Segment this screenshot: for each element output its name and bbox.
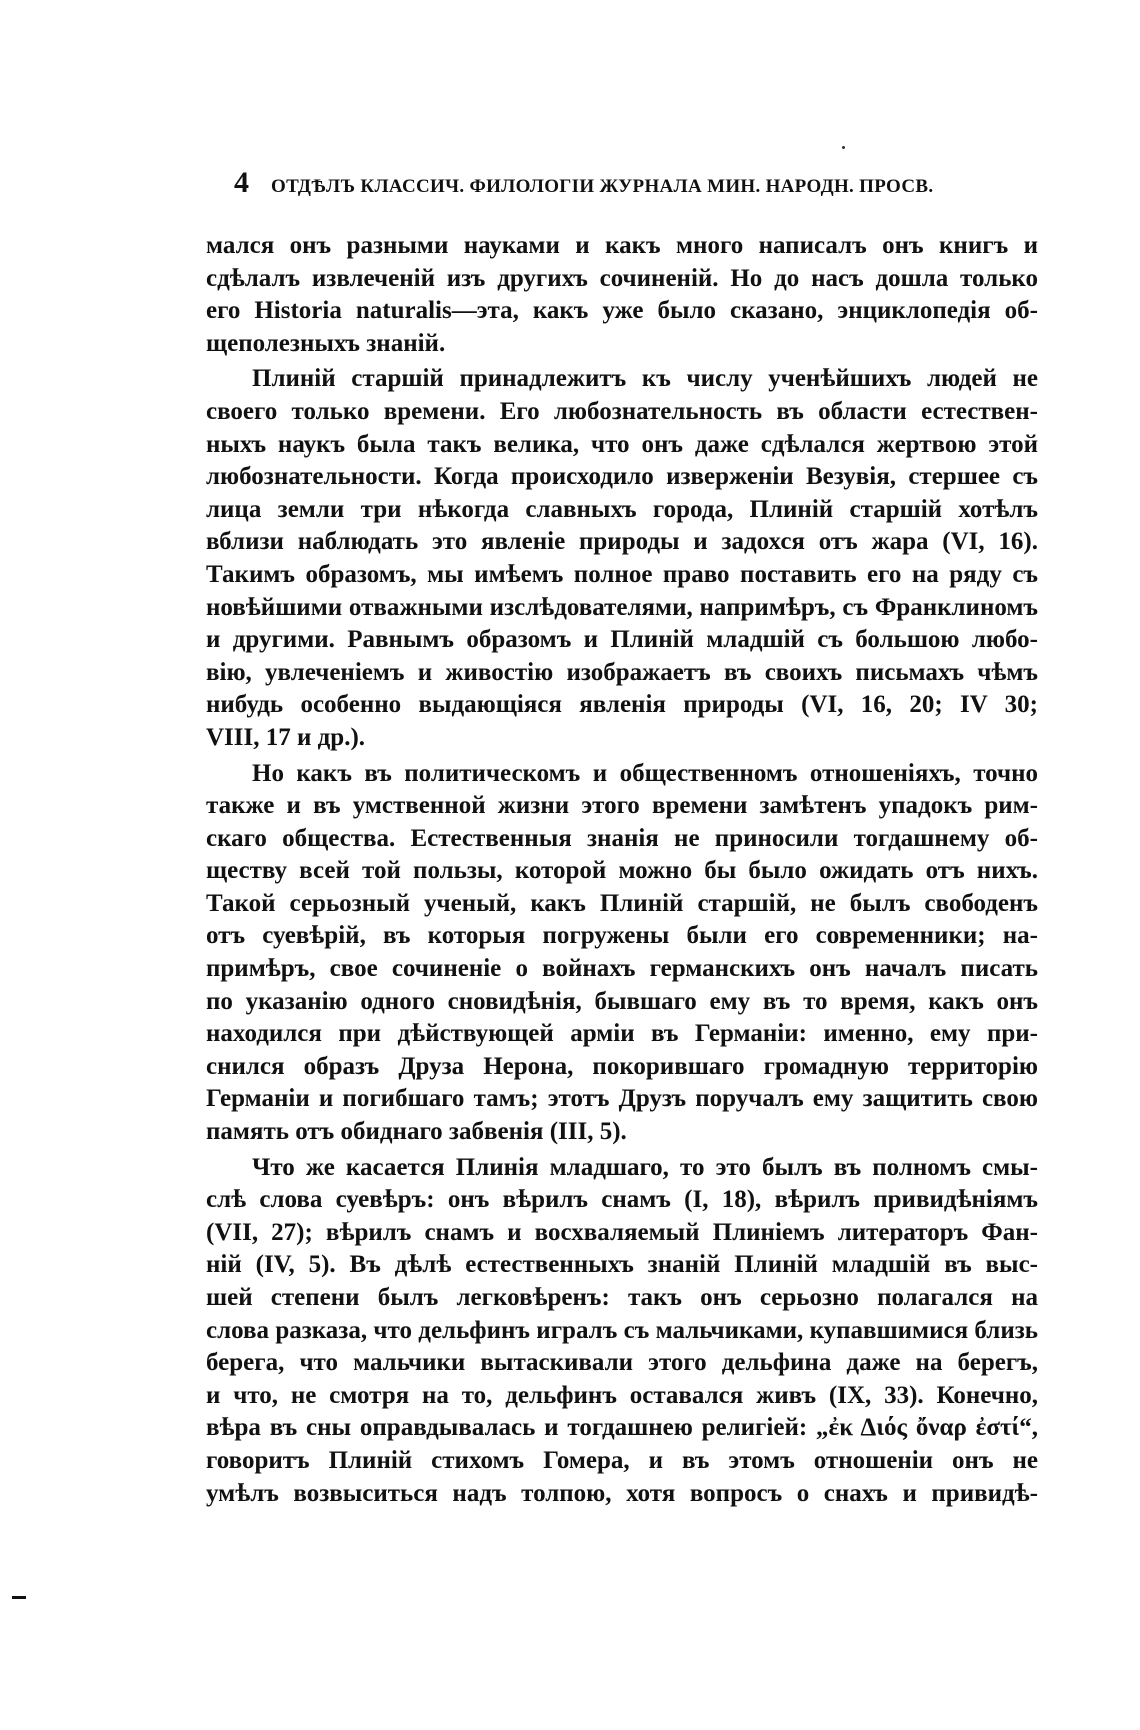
running-head: ОТДѢЛЪ КЛАССИЧ. ФИЛОЛОГІИ ЖУРНАЛА МИН. НАРОДН. ПРОСВ. [271, 176, 934, 197]
text-line: новѣйшими отважными изслѣдователями, напримѣръ, съ Франклиномъ [206, 593, 1038, 621]
text-line: вію, увлеченіемъ и живостію изображаетъ въ своихъ письмахъ чѣмъ [206, 658, 1038, 686]
page-number: 4 [234, 166, 249, 199]
text-line: Такой серьозный ученый, какъ Плиній старшій, не былъ свободенъ [206, 889, 1038, 917]
text-line: Такимъ образомъ, мы имѣемъ полное право поставить его на ряду съ [206, 560, 1038, 588]
text-line: шей степени былъ легковѣренъ: такъ онъ серьозно полагался на [206, 1284, 1038, 1311]
paragraph [206, 230, 1038, 360]
text-line: своего только времени. Его любознательность въ области естествен- [206, 397, 1038, 425]
text-line: мался онъ разными науками и какъ много написалъ онъ книгъ и [206, 232, 1038, 259]
text-line: снился образъ Друза Нерона, покорившаго громадную территорію [206, 1052, 1038, 1080]
paragraph [206, 1152, 1038, 1511]
text-line: (VII, 27); вѣрилъ снамъ и восхваляемый Плиніемъ литераторъ Фан- [206, 1218, 1038, 1246]
text-line: любознательности. Когда происходило изверженіи Везувія, стершее съ [206, 463, 1038, 491]
text-line: отъ суевѣрій, въ которыя погружены были его современники; на- [206, 922, 1038, 950]
text-line: Германіи и погибшаго тамъ; этотъ Друзъ поручалъ ему защитить свою [206, 1085, 1038, 1113]
text-line: Но какъ въ политическомъ и общественномъ отношеніяхъ, точно [252, 759, 1038, 787]
text-line: VIII, 17 и др.). [206, 723, 366, 751]
text-line: и что, не смотря на то, дельфинъ оставался живъ (IX, 33). Конечно, [206, 1381, 1038, 1409]
text-line: сдѣлалъ извлеченій изъ другихъ сочиненій. Но до насъ дошла только [206, 264, 1038, 292]
text-line: вблизи наблюдать это явленіе природы и задохся отъ жара (VI, 16). [206, 528, 1038, 556]
page-speck [842, 146, 845, 149]
text-line: ныхъ наукъ была такъ велика, что онъ даже сдѣлался жертвою этой [206, 430, 1038, 458]
text-line: также и въ умственной жизни этого времени замѣтенъ упадокъ рим- [206, 792, 1038, 820]
text-line: щеполезныхъ знаній. [206, 329, 446, 357]
text-line: и другими. Равнымъ образомъ и Плиній младшій съ большою любо- [206, 626, 1038, 654]
page-header [234, 166, 1040, 202]
text-line: слѣ слова суевѣръ: онъ вѣрилъ снамъ (I, 18), вѣрилъ привидѣніямъ [206, 1186, 1038, 1214]
text-line: слова разказа, что дельфинъ игралъ съ мальчиками, купавшимися близь [206, 1316, 1038, 1344]
text-line: скаго общества. Естественныя знанія не приносили тогдашнему об- [206, 824, 1038, 852]
margin-mark [12, 1596, 26, 1599]
paragraph [206, 363, 1038, 754]
body-text [206, 230, 1038, 1513]
text-line: лица земли три нѣкогда славныхъ города, Плиній старшій хотѣлъ [206, 495, 1038, 523]
text-line: ществу всей той пользы, которой можно бы было ожидать отъ нихъ. [206, 857, 1038, 885]
text-line: говоритъ Плиній стихомъ Гомера, и въ этомъ отношеніи онъ не [206, 1446, 1038, 1474]
text-line: его Historia naturalis—эта, какъ уже было сказано, энциклопедія об- [206, 297, 1038, 325]
paragraph [206, 758, 1038, 1149]
text-line: ній (IV, 5). Въ дѣлѣ естественныхъ знаній Плиній младшій въ выс- [206, 1251, 1038, 1279]
text-line: Что же касается Плинія младшаго, то это былъ въ полномъ смы- [252, 1153, 1038, 1181]
text-line: по указанію одного сновидѣнія, бывшаго ему въ то время, какъ онъ [206, 987, 1038, 1015]
text-line: память отъ обиднаго забвенія (III, 5). [206, 1118, 627, 1146]
text-line: Плиній старшій принадлежитъ къ числу ученѣйшихъ людей не [252, 365, 1038, 393]
text-line: нибудь особенно выдающіяся явленія природы (VI, 16, 20; IV 30; [206, 691, 1038, 719]
text-line: находился при дѣйствующей арміи въ Германіи: именно, ему при- [206, 1020, 1038, 1048]
text-line: берега, что мальчики вытаскивали этого дельфина даже на берегъ, [206, 1349, 1038, 1377]
text-line: умѣлъ возвыситься надъ толпою, хотя вопросъ о снахъ и привидѣ- [206, 1479, 1038, 1507]
text-line: вѣра въ сны оправдывалась и тогдашнею религіей: „ἐκ Διός ὄναρ ἐστί“, [206, 1414, 1038, 1442]
text-line: примѣръ, свое сочиненіе о войнахъ германскихъ онъ началъ писать [206, 955, 1038, 983]
